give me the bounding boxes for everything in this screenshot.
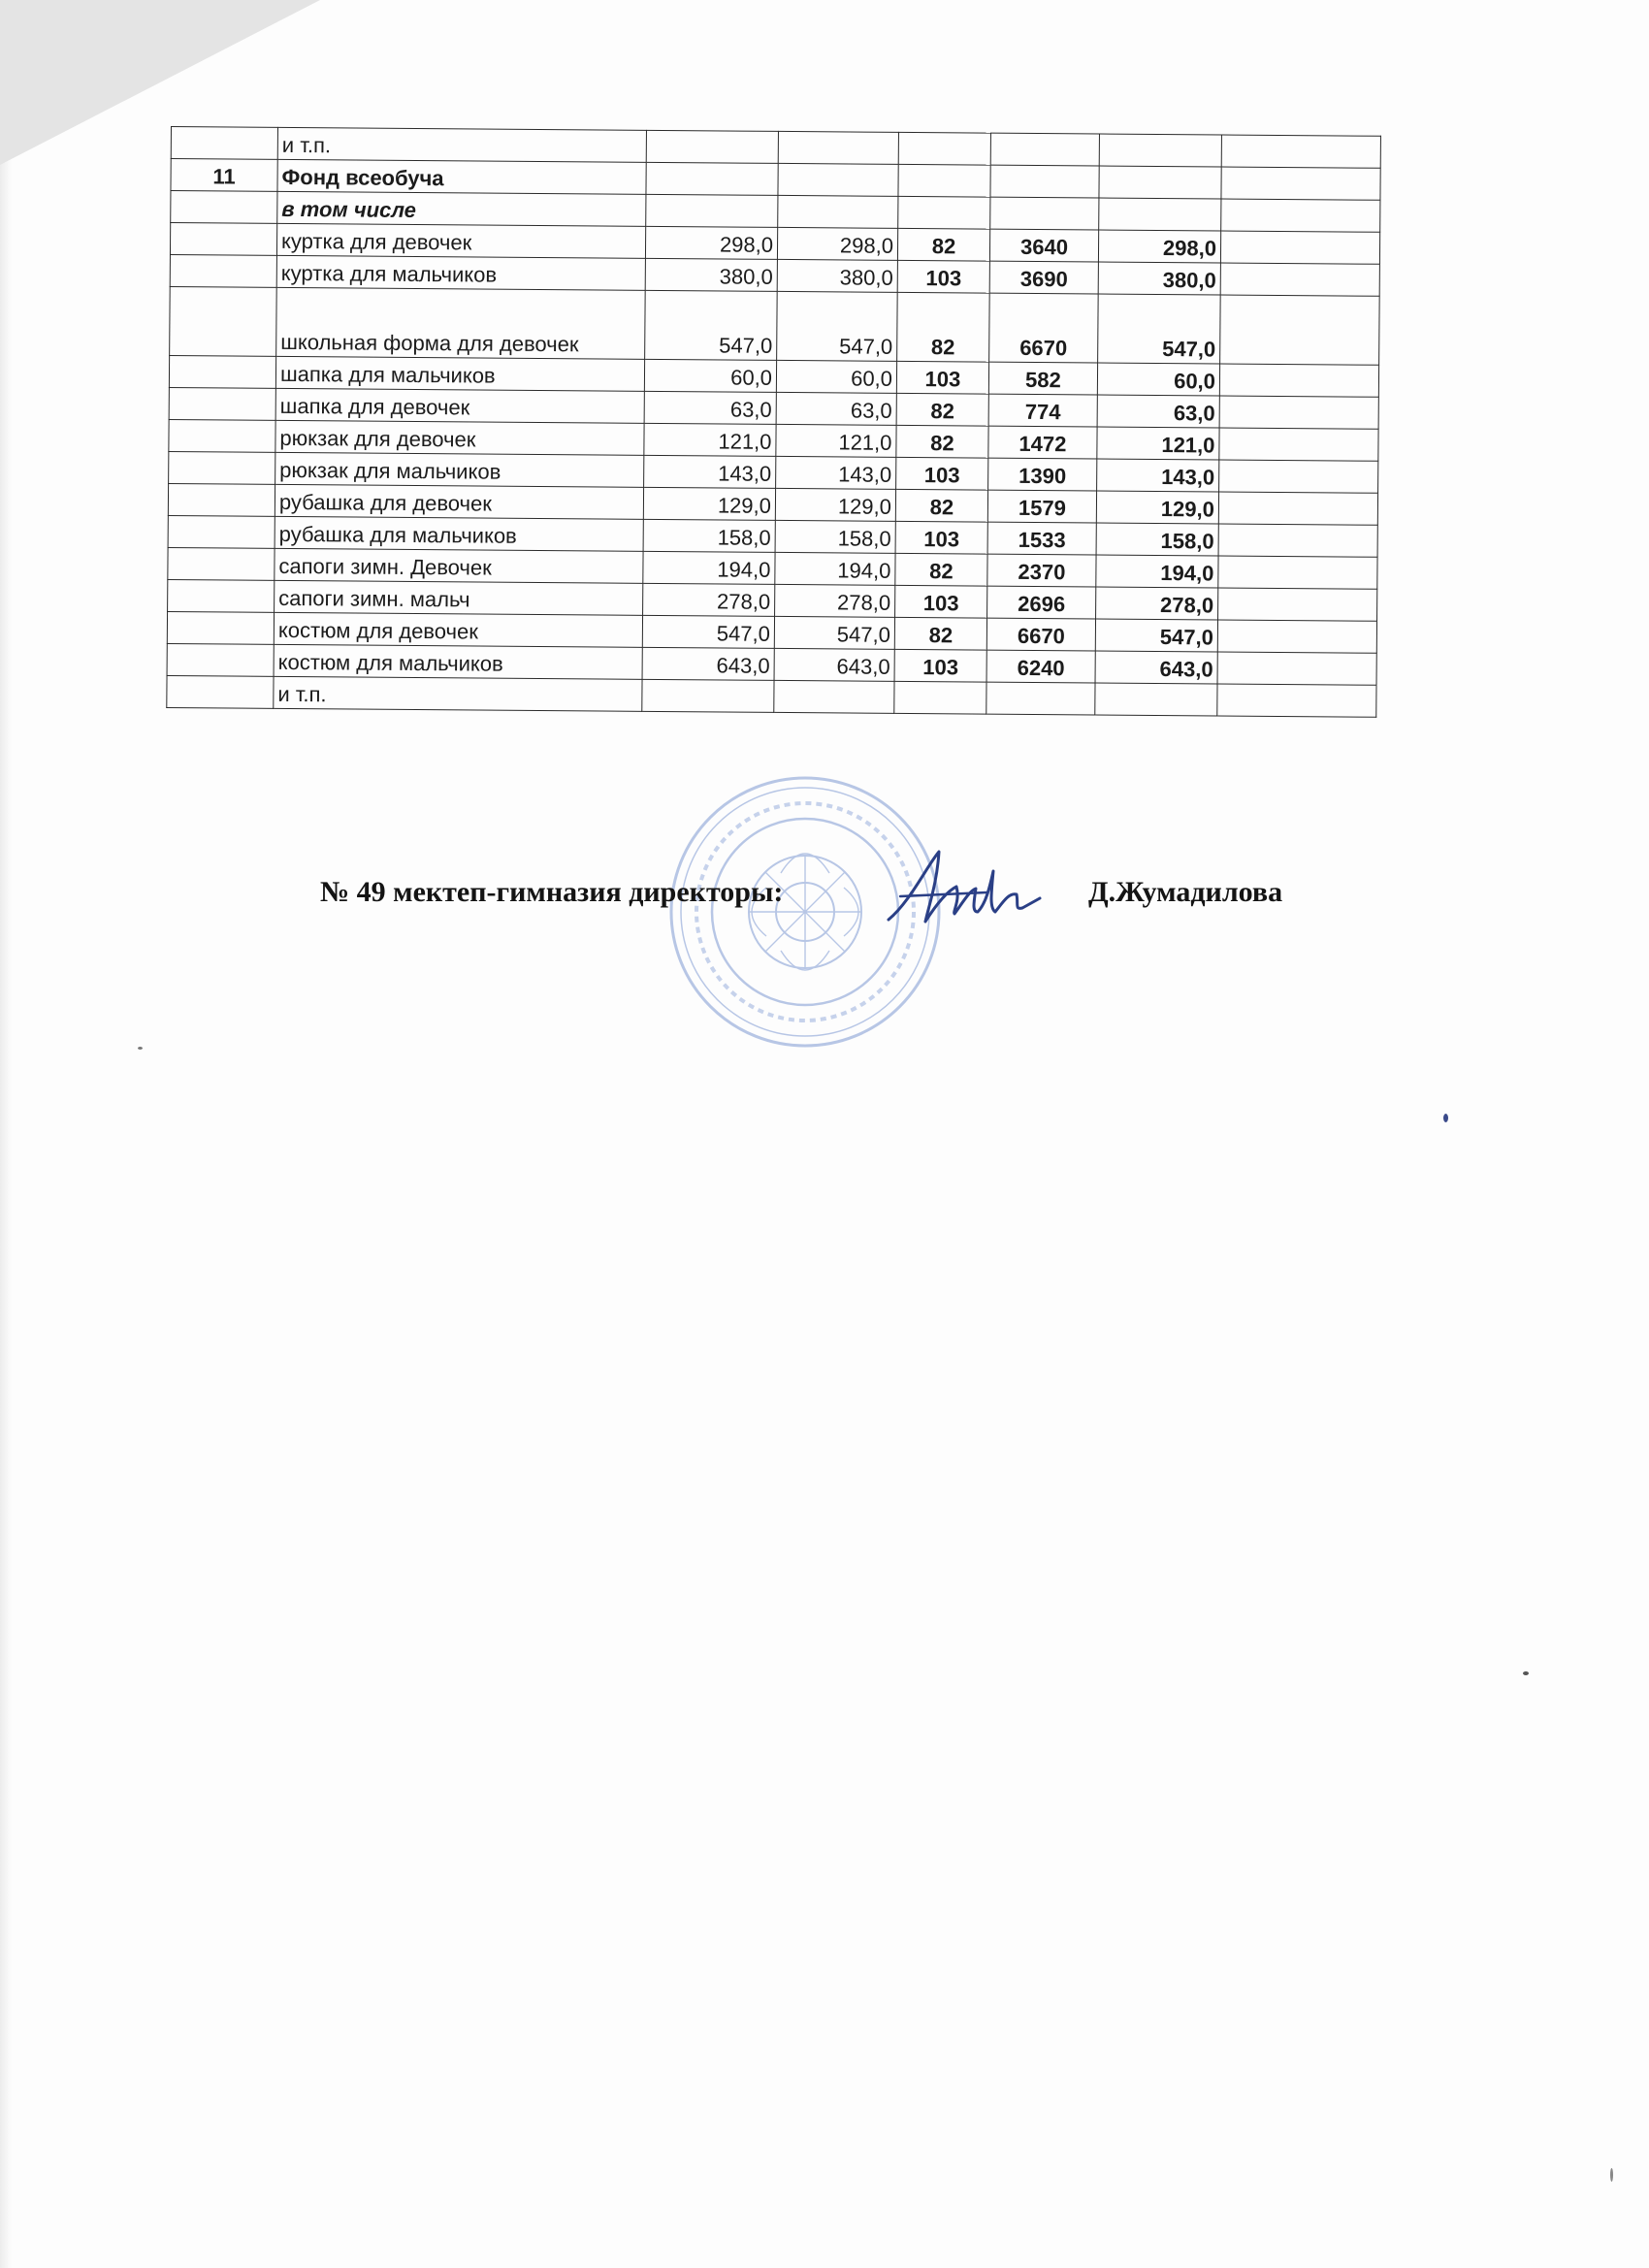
total-amount-cell (1099, 198, 1221, 231)
row-index-cell (168, 483, 275, 516)
scan-speck (1610, 2168, 1613, 2182)
director-signature (881, 844, 1046, 931)
item-name-cell: костюм для мальчиков (274, 644, 642, 679)
item-name-cell: шапка для девочек (275, 388, 644, 423)
total-amount-cell: 643,0 (1095, 651, 1217, 684)
unit-cost-cell (990, 197, 1099, 230)
planned-amount-cell: 60,0 (644, 359, 776, 392)
unit-cost-cell: 2370 (987, 554, 1096, 587)
scan-speck (1523, 1671, 1529, 1675)
approved-amount-cell (778, 195, 898, 228)
unit-cost-cell: 6670 (989, 293, 1099, 363)
unit-cost-cell: 582 (988, 362, 1097, 395)
quantity-cell (898, 132, 990, 165)
planned-amount-cell: 547,0 (645, 290, 778, 360)
planned-amount-cell: 158,0 (643, 519, 775, 552)
row-index-cell (167, 643, 274, 676)
quantity-cell: 82 (897, 228, 989, 261)
row-index-cell (171, 191, 277, 224)
row-index-cell (170, 286, 277, 356)
row-index-cell (169, 451, 275, 484)
item-name-cell: сапоги зимн. Девочек (275, 548, 643, 583)
note-cell (1221, 167, 1380, 200)
fund-table (166, 126, 1381, 718)
planned-amount-cell (646, 194, 778, 227)
row-index-cell (167, 611, 274, 644)
note-cell (1219, 396, 1378, 429)
item-name-cell: сапоги зимн. мальч (275, 580, 643, 615)
item-name-cell: рубашка для девочек (275, 484, 643, 519)
unit-cost-cell: 1533 (987, 522, 1096, 555)
total-amount-cell: 278,0 (1096, 587, 1218, 620)
unit-cost-cell: 774 (988, 394, 1097, 427)
approved-amount-cell (774, 680, 894, 713)
total-amount-cell: 298,0 (1098, 230, 1220, 263)
row-index-cell (168, 515, 275, 548)
planned-amount-cell: 121,0 (644, 423, 776, 456)
total-amount-cell: 158,0 (1096, 523, 1218, 556)
note-cell (1218, 492, 1377, 525)
note-cell (1219, 460, 1378, 493)
scan-speck (138, 1047, 143, 1050)
total-amount-cell (1099, 134, 1221, 167)
note-cell (1219, 364, 1378, 397)
note-cell (1220, 295, 1380, 365)
row-index-cell (168, 547, 275, 580)
quantity-cell: 103 (894, 649, 986, 682)
approved-amount-cell: 278,0 (775, 584, 895, 617)
director-name: Д.Жумадилова (1088, 876, 1283, 908)
planned-amount-cell: 278,0 (643, 583, 775, 616)
total-amount-cell: 121,0 (1097, 427, 1219, 460)
approved-amount-cell: 60,0 (776, 360, 896, 393)
quantity-cell (898, 196, 990, 229)
total-amount-cell: 60,0 (1097, 363, 1219, 396)
planned-amount-cell: 194,0 (643, 551, 775, 584)
item-name-cell: школьная форма для девочек (276, 287, 646, 359)
planned-amount-cell: 298,0 (645, 226, 777, 259)
row-index-cell (167, 675, 274, 708)
total-amount-cell: 194,0 (1096, 555, 1218, 588)
approved-amount-cell: 63,0 (776, 392, 896, 425)
unit-cost-cell: 1472 (988, 426, 1097, 459)
item-name-cell: шапка для мальчиков (275, 356, 644, 391)
total-amount-cell (1099, 166, 1221, 199)
approved-amount-cell: 121,0 (776, 424, 896, 457)
row-index-cell: 11 (171, 159, 277, 192)
unit-cost-cell: 3690 (989, 261, 1098, 294)
planned-amount-cell: 547,0 (642, 615, 774, 648)
note-cell (1218, 588, 1377, 621)
unit-cost-cell: 6670 (986, 618, 1095, 651)
approved-amount-cell: 547,0 (777, 291, 898, 361)
unit-cost-cell: 1390 (988, 458, 1097, 491)
planned-amount-cell: 380,0 (645, 258, 777, 291)
note-cell (1221, 135, 1380, 168)
quantity-cell: 82 (895, 489, 987, 522)
approved-amount-cell: 158,0 (775, 520, 895, 553)
note-cell (1221, 199, 1380, 232)
unit-cost-cell (986, 682, 1095, 715)
row-index-cell (169, 355, 275, 388)
unit-cost-cell: 2696 (987, 586, 1096, 619)
quantity-cell: 82 (894, 617, 986, 650)
item-name-cell: костюм для девочек (274, 612, 642, 647)
approved-amount-cell (778, 163, 898, 196)
unit-cost-cell: 3640 (989, 229, 1098, 262)
total-amount-cell: 63,0 (1097, 395, 1219, 428)
quantity-cell: 82 (896, 393, 988, 426)
quantity-cell: 82 (895, 553, 987, 586)
item-name-cell: куртка для девочек (276, 223, 645, 258)
approved-amount-cell: 129,0 (775, 488, 895, 521)
item-name-cell: в том числе (277, 191, 646, 226)
row-index-cell (171, 127, 277, 160)
planned-amount-cell (646, 162, 778, 195)
note-cell (1218, 524, 1377, 557)
note-cell (1218, 556, 1377, 589)
note-cell (1217, 620, 1376, 653)
total-amount-cell: 129,0 (1096, 491, 1218, 524)
item-name-cell: рюкзак для мальчиков (275, 452, 644, 487)
item-name-cell: куртка для мальчиков (276, 255, 645, 290)
quantity-cell: 103 (896, 361, 988, 394)
note-cell (1219, 428, 1378, 461)
note-cell (1220, 231, 1379, 264)
total-amount-cell: 547,0 (1095, 619, 1217, 652)
unit-cost-cell: 6240 (986, 650, 1095, 683)
planned-amount-cell (646, 130, 778, 163)
row-index-cell (168, 579, 275, 612)
scan-speck (1443, 1114, 1448, 1122)
total-amount-cell: 380,0 (1098, 262, 1220, 295)
row-index-cell (170, 223, 276, 256)
unit-cost-cell: 1579 (987, 490, 1096, 523)
planned-amount-cell (642, 679, 774, 712)
fund-table-body (167, 127, 1381, 718)
director-position: № 49 мектеп-гимназия директоры: (320, 876, 784, 908)
approved-amount-cell: 298,0 (777, 227, 897, 260)
approved-amount-cell: 194,0 (775, 552, 895, 585)
row-index-cell (169, 387, 275, 420)
approved-amount-cell: 547,0 (774, 616, 894, 649)
approved-amount-cell: 143,0 (776, 456, 896, 489)
approved-amount-cell: 380,0 (777, 259, 897, 292)
item-name-cell: и т.п. (277, 127, 646, 162)
table-row (170, 286, 1380, 365)
unit-cost-cell (990, 133, 1099, 166)
item-name-cell: рюкзак для девочек (275, 420, 644, 455)
note-cell (1217, 652, 1376, 685)
planned-amount-cell: 643,0 (642, 647, 774, 680)
approved-amount-cell (778, 131, 898, 164)
row-index-cell (169, 419, 275, 452)
item-name-cell: рубашка для мальчиков (275, 516, 643, 551)
quantity-cell: 82 (897, 292, 990, 362)
quantity-cell: 82 (896, 425, 988, 458)
unit-cost-cell (990, 165, 1099, 198)
note-cell (1220, 263, 1379, 296)
planned-amount-cell: 143,0 (644, 455, 776, 488)
quantity-cell (894, 681, 986, 714)
planned-amount-cell: 63,0 (644, 391, 776, 424)
quantity-cell: 103 (897, 260, 989, 293)
quantity-cell: 103 (895, 585, 987, 618)
approved-amount-cell: 643,0 (774, 648, 894, 681)
row-index-cell (170, 254, 276, 287)
total-amount-cell: 143,0 (1097, 459, 1219, 492)
quantity-cell (898, 164, 990, 197)
item-name-cell: Фонд всеобуча (277, 159, 646, 194)
planned-amount-cell: 129,0 (643, 487, 775, 520)
note-cell (1217, 684, 1376, 717)
quantity-cell: 103 (896, 457, 988, 490)
total-amount-cell (1095, 683, 1217, 716)
quantity-cell: 103 (895, 521, 987, 554)
page-edge-shadow (0, 0, 12, 2268)
total-amount-cell: 547,0 (1098, 294, 1221, 364)
item-name-cell: и т.п. (274, 676, 642, 711)
